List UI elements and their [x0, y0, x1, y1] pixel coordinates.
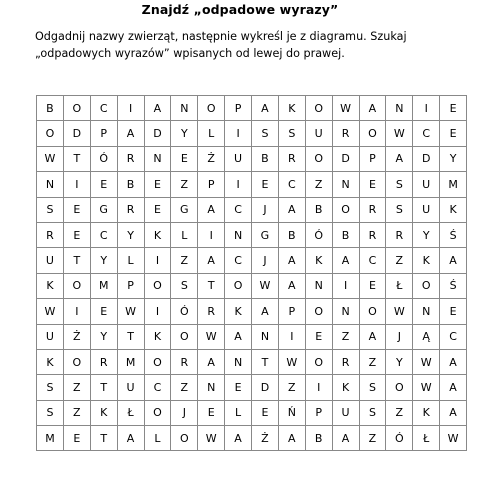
- grid-row: [37, 96, 467, 121]
- grid-cell[interactable]: S: [37, 375, 64, 400]
- grid-cell[interactable]: C: [413, 121, 440, 146]
- grid-cell[interactable]: N: [305, 273, 332, 298]
- grid-cell[interactable]: R: [198, 299, 225, 324]
- grid-cell[interactable]: W: [386, 121, 413, 146]
- grid-cell[interactable]: O: [144, 349, 171, 374]
- grid-cell[interactable]: Y: [413, 222, 440, 247]
- grid-cell[interactable]: O: [305, 146, 332, 171]
- grid-cell[interactable]: I: [305, 375, 332, 400]
- grid-cell[interactable]: Z: [171, 248, 198, 273]
- grid-cell[interactable]: D: [63, 121, 90, 146]
- grid-cell[interactable]: A: [332, 426, 359, 451]
- grid-cell[interactable]: S: [386, 172, 413, 197]
- grid-row: [37, 197, 467, 222]
- grid-cell[interactable]: O: [144, 400, 171, 425]
- grid-cell[interactable]: T: [252, 349, 279, 374]
- grid-cell[interactable]: B: [305, 197, 332, 222]
- grid-cell[interactable]: Z: [305, 172, 332, 197]
- grid-cell[interactable]: J: [171, 400, 198, 425]
- grid-cell[interactable]: A: [198, 349, 225, 374]
- grid-cell[interactable]: P: [359, 146, 386, 171]
- grid-row: [37, 172, 467, 197]
- grid-cell[interactable]: Ó: [171, 299, 198, 324]
- grid-cell[interactable]: E: [90, 172, 117, 197]
- grid-cell[interactable]: J: [252, 248, 279, 273]
- grid-cell[interactable]: Y: [90, 248, 117, 273]
- grid-cell[interactable]: N: [198, 375, 225, 400]
- grid-cell[interactable]: E: [440, 299, 467, 324]
- grid-cell[interactable]: N: [37, 172, 64, 197]
- grid-cell[interactable]: A: [278, 426, 305, 451]
- grid-cell[interactable]: K: [90, 400, 117, 425]
- grid-cell[interactable]: S: [359, 400, 386, 425]
- grid-cell[interactable]: I: [413, 96, 440, 121]
- grid-cell[interactable]: Ż: [252, 426, 279, 451]
- grid-cell[interactable]: W: [117, 299, 144, 324]
- grid-cell[interactable]: W: [37, 146, 64, 171]
- grid-cell[interactable]: I: [117, 96, 144, 121]
- grid-cell[interactable]: S: [37, 197, 64, 222]
- grid-cell[interactable]: W: [278, 349, 305, 374]
- grid-cell[interactable]: W: [440, 426, 467, 451]
- grid-cell[interactable]: Y: [440, 146, 467, 171]
- grid-cell[interactable]: Y: [171, 121, 198, 146]
- grid-cell[interactable]: Ó: [90, 146, 117, 171]
- grid-cell[interactable]: M: [90, 273, 117, 298]
- grid-cell[interactable]: N: [332, 172, 359, 197]
- grid-cell[interactable]: A: [332, 248, 359, 273]
- grid-cell[interactable]: W: [413, 349, 440, 374]
- grid-row: [37, 349, 467, 374]
- grid-cell[interactable]: U: [225, 146, 252, 171]
- grid-cell[interactable]: R: [359, 222, 386, 247]
- grid-cell[interactable]: L: [198, 121, 225, 146]
- grid-cell[interactable]: L: [171, 222, 198, 247]
- grid-cell[interactable]: P: [198, 172, 225, 197]
- grid-cell[interactable]: B: [252, 146, 279, 171]
- grid-cell[interactable]: O: [305, 299, 332, 324]
- grid-cell[interactable]: K: [37, 349, 64, 374]
- grid-cell[interactable]: A: [440, 248, 467, 273]
- grid-cell[interactable]: W: [332, 96, 359, 121]
- grid-cell[interactable]: R: [332, 121, 359, 146]
- grid-cell[interactable]: Ż: [198, 146, 225, 171]
- grid-cell[interactable]: O: [171, 426, 198, 451]
- grid-cell[interactable]: Ł: [386, 273, 413, 298]
- grid-cell[interactable]: W: [252, 273, 279, 298]
- grid-cell[interactable]: E: [144, 197, 171, 222]
- grid-cell[interactable]: T: [90, 375, 117, 400]
- grid-cell[interactable]: C: [278, 172, 305, 197]
- grid-cell[interactable]: T: [198, 273, 225, 298]
- grid-cell[interactable]: O: [144, 273, 171, 298]
- grid-cell[interactable]: R: [332, 349, 359, 374]
- grid-cell[interactable]: R: [171, 349, 198, 374]
- grid-cell[interactable]: A: [252, 96, 279, 121]
- grid-cell[interactable]: P: [225, 96, 252, 121]
- grid-cell[interactable]: Y: [90, 324, 117, 349]
- grid-cell[interactable]: K: [413, 400, 440, 425]
- grid-cell[interactable]: A: [440, 349, 467, 374]
- word-search-grid: [36, 95, 467, 451]
- grid-cell[interactable]: T: [63, 146, 90, 171]
- grid-row: [37, 400, 467, 425]
- grid-row: [37, 222, 467, 247]
- grid-cell[interactable]: G: [252, 222, 279, 247]
- grid-cell[interactable]: Z: [63, 375, 90, 400]
- grid-cell[interactable]: A: [252, 299, 279, 324]
- grid-cell[interactable]: T: [117, 324, 144, 349]
- grid-cell[interactable]: O: [305, 349, 332, 374]
- grid-cell[interactable]: L: [117, 248, 144, 273]
- grid-cell[interactable]: K: [305, 248, 332, 273]
- grid-cell[interactable]: O: [332, 197, 359, 222]
- grid-cell[interactable]: T: [63, 248, 90, 273]
- grid-cell[interactable]: Z: [171, 375, 198, 400]
- grid-cell[interactable]: Ł: [413, 426, 440, 451]
- grid-cell[interactable]: N: [171, 96, 198, 121]
- grid-cell[interactable]: C: [144, 375, 171, 400]
- grid-cell[interactable]: Y: [386, 349, 413, 374]
- grid-cell[interactable]: Z: [332, 324, 359, 349]
- grid-cell[interactable]: E: [171, 146, 198, 171]
- grid-cell[interactable]: P: [278, 299, 305, 324]
- grid-cell[interactable]: E: [225, 375, 252, 400]
- grid-cell[interactable]: A: [359, 96, 386, 121]
- grid-cell[interactable]: B: [305, 426, 332, 451]
- grid-cell[interactable]: E: [90, 299, 117, 324]
- grid-cell[interactable]: E: [305, 324, 332, 349]
- grid-cell[interactable]: A: [278, 197, 305, 222]
- grid-cell[interactable]: E: [63, 222, 90, 247]
- grid-row: [37, 324, 467, 349]
- grid-cell[interactable]: W: [386, 299, 413, 324]
- grid-cell[interactable]: I: [225, 121, 252, 146]
- grid-cell[interactable]: K: [225, 299, 252, 324]
- grid-cell[interactable]: W: [198, 426, 225, 451]
- grid-cell[interactable]: I: [332, 273, 359, 298]
- grid-cell[interactable]: A: [225, 426, 252, 451]
- grid-cell[interactable]: E: [440, 121, 467, 146]
- grid-cell[interactable]: E: [63, 197, 90, 222]
- grid-cell[interactable]: K: [278, 96, 305, 121]
- grid-cell[interactable]: B: [37, 96, 64, 121]
- grid-cell[interactable]: N: [144, 146, 171, 171]
- grid-cell[interactable]: R: [37, 222, 64, 247]
- grid-cell[interactable]: S: [386, 197, 413, 222]
- grid-cell[interactable]: N: [225, 349, 252, 374]
- grid-cell[interactable]: P: [90, 121, 117, 146]
- grid-cell[interactable]: Y: [117, 222, 144, 247]
- grid-cell[interactable]: U: [37, 324, 64, 349]
- grid-cell[interactable]: E: [144, 172, 171, 197]
- grid-cell[interactable]: C: [90, 222, 117, 247]
- grid-cell[interactable]: Z: [63, 400, 90, 425]
- grid-cell[interactable]: N: [386, 96, 413, 121]
- grid-cell[interactable]: C: [225, 197, 252, 222]
- grid-cell[interactable]: B: [117, 172, 144, 197]
- grid-cell[interactable]: C: [225, 248, 252, 273]
- grid-cell[interactable]: U: [37, 248, 64, 273]
- grid-cell[interactable]: W: [413, 375, 440, 400]
- grid-cell[interactable]: S: [278, 121, 305, 146]
- grid-cell[interactable]: O: [413, 273, 440, 298]
- grid-cell[interactable]: A: [440, 400, 467, 425]
- grid-cell[interactable]: D: [144, 121, 171, 146]
- instructions-text: Odgadnij nazwy zwierząt, następnie wykreśl je z diagramu. Szukaj „odpadowych wyrazów” wpisanych od lewej do prawej.: [35, 30, 407, 60]
- grid-cell[interactable]: O: [63, 349, 90, 374]
- grid-cell[interactable]: A: [440, 375, 467, 400]
- grid-cell[interactable]: S: [37, 400, 64, 425]
- grid-cell[interactable]: W: [198, 324, 225, 349]
- grid-cell[interactable]: M: [440, 172, 467, 197]
- grid-cell[interactable]: A: [278, 248, 305, 273]
- grid-cell[interactable]: O: [225, 273, 252, 298]
- grid-cell[interactable]: B: [278, 222, 305, 247]
- grid-cell[interactable]: C: [359, 248, 386, 273]
- grid-cell[interactable]: D: [332, 146, 359, 171]
- grid-cell[interactable]: A: [386, 146, 413, 171]
- grid-cell[interactable]: P: [117, 273, 144, 298]
- grid-cell[interactable]: A: [144, 96, 171, 121]
- grid-cell[interactable]: O: [359, 121, 386, 146]
- grid-cell[interactable]: E: [252, 400, 279, 425]
- grid-cell[interactable]: A: [117, 121, 144, 146]
- grid-cell[interactable]: G: [90, 197, 117, 222]
- grid-cell[interactable]: K: [332, 375, 359, 400]
- grid-cell[interactable]: Ó: [305, 222, 332, 247]
- grid-cell[interactable]: I: [225, 172, 252, 197]
- grid-cell[interactable]: Ż: [63, 324, 90, 349]
- grid-cell[interactable]: Z: [359, 426, 386, 451]
- grid-cell[interactable]: D: [413, 146, 440, 171]
- grid-cell[interactable]: O: [359, 299, 386, 324]
- grid-row: [37, 299, 467, 324]
- grid-cell[interactable]: R: [117, 146, 144, 171]
- grid-cell[interactable]: A: [225, 324, 252, 349]
- grid-cell[interactable]: U: [413, 172, 440, 197]
- grid-cell[interactable]: N: [413, 299, 440, 324]
- grid-cell[interactable]: I: [144, 248, 171, 273]
- grid-cell[interactable]: R: [90, 349, 117, 374]
- grid-cell[interactable]: A: [278, 273, 305, 298]
- grid-cell[interactable]: A: [359, 324, 386, 349]
- grid-cell[interactable]: Ń: [278, 400, 305, 425]
- grid-cell[interactable]: Z: [278, 375, 305, 400]
- grid-cell[interactable]: R: [278, 146, 305, 171]
- grid-cell[interactable]: W: [37, 299, 64, 324]
- grid-cell[interactable]: Z: [386, 400, 413, 425]
- grid-cell[interactable]: Z: [171, 172, 198, 197]
- grid-cell[interactable]: R: [359, 197, 386, 222]
- grid-cell[interactable]: L: [144, 426, 171, 451]
- grid-cell[interactable]: I: [144, 299, 171, 324]
- grid-cell[interactable]: M: [37, 426, 64, 451]
- grid-row: [37, 121, 467, 146]
- grid-cell[interactable]: J: [386, 324, 413, 349]
- grid-cell[interactable]: A: [117, 426, 144, 451]
- grid-cell[interactable]: B: [332, 222, 359, 247]
- grid-cell[interactable]: Ł: [117, 400, 144, 425]
- grid-cell[interactable]: I: [278, 324, 305, 349]
- grid-cell[interactable]: T: [90, 426, 117, 451]
- grid-cell[interactable]: J: [252, 197, 279, 222]
- grid-cell[interactable]: Ó: [386, 426, 413, 451]
- grid-cell[interactable]: G: [171, 197, 198, 222]
- grid-cell[interactable]: Z: [386, 248, 413, 273]
- grid-row: [37, 248, 467, 273]
- grid-row: [37, 375, 467, 400]
- grid-cell[interactable]: Ś: [440, 273, 467, 298]
- grid-cell[interactable]: E: [440, 96, 467, 121]
- grid-cell[interactable]: U: [332, 400, 359, 425]
- grid-cell[interactable]: S: [252, 121, 279, 146]
- grid-cell[interactable]: I: [63, 299, 90, 324]
- grid-cell[interactable]: R: [117, 197, 144, 222]
- grid-cell[interactable]: K: [37, 273, 64, 298]
- grid-cell[interactable]: O: [63, 96, 90, 121]
- grid-cell[interactable]: Z: [359, 349, 386, 374]
- grid-cell[interactable]: Ś: [440, 222, 467, 247]
- grid-cell[interactable]: M: [117, 349, 144, 374]
- grid-row: [37, 426, 467, 451]
- grid-cell[interactable]: I: [63, 172, 90, 197]
- grid-cell[interactable]: L: [225, 400, 252, 425]
- grid-cell[interactable]: E: [198, 400, 225, 425]
- grid-cell[interactable]: E: [63, 426, 90, 451]
- grid-cell[interactable]: K: [413, 248, 440, 273]
- grid-cell[interactable]: O: [37, 121, 64, 146]
- grid-cell[interactable]: O: [171, 324, 198, 349]
- grid-cell[interactable]: E: [359, 172, 386, 197]
- grid-cell[interactable]: I: [198, 222, 225, 247]
- grid-cell[interactable]: Ą: [413, 324, 440, 349]
- grid-cell[interactable]: K: [144, 324, 171, 349]
- grid-cell[interactable]: U: [117, 375, 144, 400]
- grid-cell[interactable]: S: [359, 375, 386, 400]
- grid-cell[interactable]: D: [252, 375, 279, 400]
- grid-cell[interactable]: U: [413, 197, 440, 222]
- grid-row: [37, 146, 467, 171]
- grid-cell[interactable]: P: [305, 400, 332, 425]
- grid-cell[interactable]: K: [144, 222, 171, 247]
- grid-cell[interactable]: E: [359, 273, 386, 298]
- grid-cell[interactable]: U: [305, 121, 332, 146]
- grid-cell[interactable]: N: [225, 222, 252, 247]
- worksheet-title: Znajdź „odpadowe wyrazy”: [141, 2, 339, 17]
- grid-cell[interactable]: A: [198, 197, 225, 222]
- grid-cell[interactable]: E: [252, 172, 279, 197]
- grid-cell[interactable]: N: [252, 324, 279, 349]
- grid-cell[interactable]: O: [198, 96, 225, 121]
- grid-cell[interactable]: O: [305, 96, 332, 121]
- grid-cell[interactable]: N: [332, 299, 359, 324]
- grid-cell[interactable]: O: [63, 273, 90, 298]
- grid-cell[interactable]: K: [440, 197, 467, 222]
- grid-row: [37, 273, 467, 298]
- grid-cell[interactable]: O: [386, 375, 413, 400]
- grid-cell[interactable]: C: [440, 324, 467, 349]
- grid-cell[interactable]: C: [90, 96, 117, 121]
- grid-cell[interactable]: R: [386, 222, 413, 247]
- grid-cell[interactable]: S: [171, 273, 198, 298]
- grid-cell[interactable]: A: [198, 248, 225, 273]
